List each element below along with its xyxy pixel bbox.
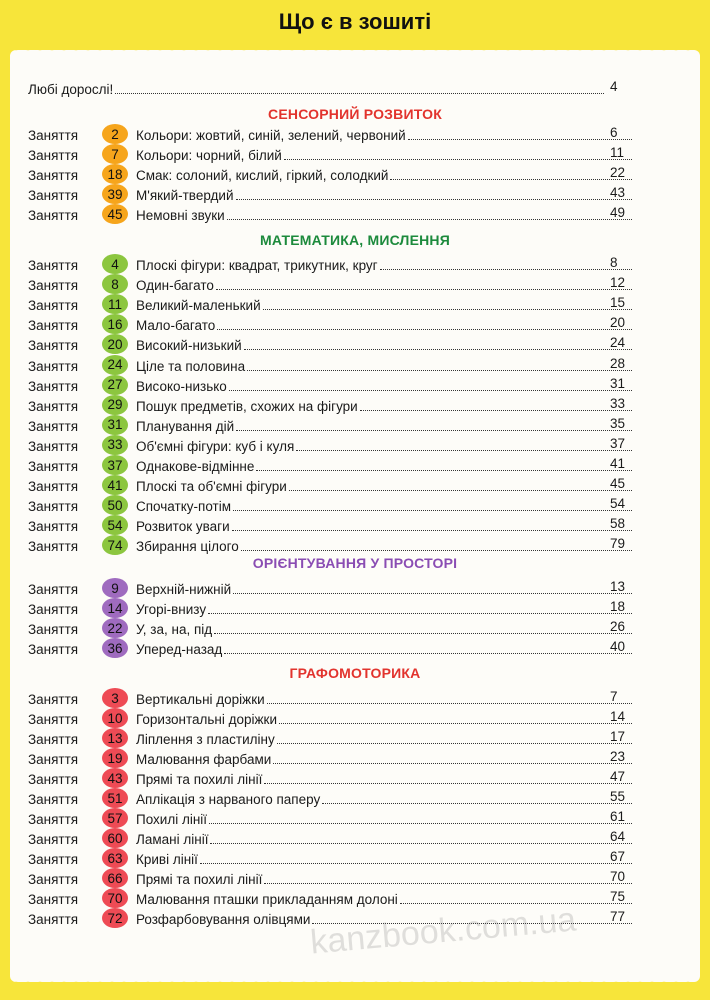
toc-row[interactable]: [28, 355, 636, 375]
intro-row[interactable]: [28, 78, 608, 98]
lesson-label: Заняття: [28, 148, 79, 164]
lesson-number-badge: 13: [102, 728, 128, 748]
intro-page-number: 4: [610, 79, 618, 94]
lesson-label: Заняття: [28, 378, 79, 394]
leader-dots: [217, 328, 632, 330]
lesson-title: Немовні звуки: [136, 208, 225, 224]
toc-row[interactable]: [28, 334, 636, 354]
lesson-title: Малювання пташки прикладанням долоні: [136, 892, 398, 907]
lesson-label: Заняття: [28, 278, 79, 294]
leader-dots: [208, 612, 632, 614]
leader-dots: [210, 842, 632, 844]
leader-dots: [200, 862, 632, 864]
lesson-label: Заняття: [28, 852, 79, 867]
lesson-number-badge: 10: [102, 708, 128, 728]
section-heading: МАТЕМАТИКА, МИСЛЕННЯ: [259, 232, 451, 248]
leader-dots: [232, 529, 632, 531]
lesson-title: Спочатку-потім: [136, 499, 231, 515]
leader-dots: [236, 429, 632, 431]
lesson-label: Заняття: [28, 258, 79, 273]
toc-row[interactable]: [28, 515, 636, 535]
lesson-label: Заняття: [28, 752, 79, 767]
toc-row[interactable]: [28, 184, 636, 204]
page-number: 58: [610, 516, 626, 532]
page-number: 26: [610, 619, 626, 635]
page-number: 79: [610, 536, 626, 552]
lesson-number-badge: 70: [102, 888, 128, 908]
lesson-title: Планування дій: [136, 418, 235, 434]
leader-dots: [264, 882, 632, 884]
lesson-title: Однакове-відмінне: [136, 459, 255, 474]
lesson-number-badge: 37: [102, 455, 128, 475]
lesson-number-badge: 14: [102, 598, 128, 618]
toc-row[interactable]: [28, 495, 636, 515]
lesson-label: Заняття: [28, 418, 79, 434]
page-number: 24: [610, 335, 626, 351]
lesson-label: Заняття: [28, 168, 79, 184]
toc-row[interactable]: [28, 748, 636, 768]
leader-dots: [284, 158, 632, 160]
toc-row[interactable]: [28, 535, 636, 555]
lesson-number-badge: 57: [102, 808, 128, 828]
page-number: 47: [610, 769, 626, 784]
lesson-label: Заняття: [28, 539, 79, 555]
lesson-number-badge: 39: [102, 184, 128, 204]
toc-row[interactable]: [28, 598, 636, 618]
lesson-label: Заняття: [28, 188, 79, 204]
lesson-number-badge: 50: [102, 495, 128, 515]
toc-row[interactable]: [28, 455, 636, 475]
page-number: 31: [610, 375, 626, 391]
scalloped-edge-bottom: [10, 976, 700, 982]
lesson-title: Плоскі фігури: квадрат, трикутник, круг: [136, 258, 378, 273]
lesson-number-badge: 31: [102, 415, 128, 435]
page-number: 12: [610, 275, 626, 291]
lesson-label: Заняття: [28, 338, 79, 354]
page-number: 13: [610, 579, 626, 594]
toc-row[interactable]: [28, 688, 636, 708]
page-number: 33: [610, 395, 626, 411]
page-number: 45: [610, 476, 626, 492]
lesson-number-badge: 7: [102, 144, 128, 164]
lesson-title: Уперед-назад: [136, 642, 223, 658]
page-number: 40: [610, 639, 626, 655]
lesson-number-badge: 72: [102, 908, 128, 928]
lesson-title: Верхній-нижній: [136, 582, 232, 597]
lesson-label: Заняття: [28, 712, 79, 727]
lesson-title: Високо-низько: [136, 378, 227, 394]
leader-dots: [390, 178, 632, 180]
page-number: 20: [610, 315, 626, 331]
lesson-number-badge: 74: [102, 535, 128, 555]
lesson-label: Заняття: [28, 479, 79, 495]
lesson-title: М'який-твердий: [136, 188, 234, 204]
leader-dots: [209, 822, 632, 824]
lesson-label: Заняття: [28, 128, 79, 143]
lesson-title: Смак: солоний, кислий, гіркий, солодкий: [136, 168, 389, 184]
toc-row[interactable]: [28, 254, 636, 274]
page-number: 75: [610, 889, 626, 904]
leader-dots: [214, 632, 632, 634]
page-number: 15: [610, 295, 626, 311]
lesson-number-badge: 36: [102, 638, 128, 658]
page-number: 77: [610, 909, 626, 924]
leader-dots: [256, 469, 632, 471]
page-number: 11: [610, 145, 625, 161]
toc-row[interactable]: [28, 475, 636, 495]
page-number: 7: [610, 689, 618, 704]
lesson-title: Кольори: жовтий, синій, зелений, червоний: [136, 128, 406, 143]
lesson-title: Пошук предметів, схожих на фігури: [136, 398, 358, 414]
toc-row[interactable]: [28, 124, 636, 144]
lesson-number-badge: 43: [102, 768, 128, 788]
toc-row[interactable]: [28, 908, 636, 928]
lesson-label: Заняття: [28, 912, 79, 927]
toc-row[interactable]: [28, 808, 636, 828]
page-number: 6: [610, 125, 618, 140]
lesson-label: Заняття: [28, 358, 79, 374]
leader-dots: [400, 902, 632, 904]
page-number: 17: [610, 729, 626, 744]
lesson-title: Похилі лінії: [136, 812, 208, 827]
page-number: 70: [610, 869, 626, 884]
page-number: 49: [610, 205, 626, 221]
lesson-number-badge: 33: [102, 435, 128, 455]
leader-dots: [273, 762, 632, 764]
leader-dots: [229, 389, 632, 391]
lesson-number-badge: 20: [102, 334, 128, 354]
lesson-label: Заняття: [28, 519, 79, 535]
leader-dots: [247, 369, 632, 371]
leader-dots: [233, 509, 632, 511]
page-number: 55: [610, 789, 626, 804]
contents-page: [10, 50, 700, 982]
lesson-label: Заняття: [28, 692, 79, 707]
leader-dots: [267, 702, 632, 704]
lesson-number-badge: 41: [102, 475, 128, 495]
toc-row[interactable]: [28, 708, 636, 728]
lesson-title: Малювання фарбами: [136, 752, 272, 767]
lesson-title: Збирання цілого: [136, 539, 239, 555]
lesson-title: Горизонтальні доріжки: [136, 712, 277, 727]
watermark: kanzbook.com.ua: [308, 900, 578, 962]
lesson-number-badge: 24: [102, 355, 128, 375]
lesson-label: Заняття: [28, 602, 79, 618]
toc-row[interactable]: [28, 618, 636, 638]
toc-row[interactable]: [28, 204, 636, 224]
toc-row[interactable]: [28, 848, 636, 868]
lesson-number-badge: 29: [102, 395, 128, 415]
lesson-title: Прямі та похилі лінії: [136, 772, 263, 787]
page-number: 61: [610, 809, 626, 824]
leader-dots: [233, 592, 632, 594]
lesson-number-badge: 11: [102, 294, 128, 314]
section-heading: СЕНСОРНИЙ РОЗВИТОК: [268, 106, 442, 122]
lesson-title: Ламані лінії: [136, 832, 209, 847]
leader-dots: [216, 288, 632, 290]
lesson-number-badge: 51: [102, 788, 128, 808]
lesson-label: Заняття: [28, 642, 79, 658]
leader-dots: [241, 549, 632, 551]
lesson-title: У, за, на, під: [136, 622, 213, 638]
page-number: 43: [610, 185, 626, 201]
lesson-number-badge: 18: [102, 164, 128, 184]
page-title: Що є в зошиті: [278, 9, 432, 34]
lesson-title: Високий-низький: [136, 338, 242, 354]
page-number: 41: [610, 456, 626, 471]
toc-row[interactable]: [28, 768, 636, 788]
lesson-number-badge: 45: [102, 204, 128, 224]
leader-dots: [322, 802, 632, 804]
intro-title: Любі дорослі!: [28, 82, 114, 97]
lesson-title: Криві лінії: [136, 852, 198, 867]
lesson-title: Кольори: чорний, білий: [136, 148, 282, 164]
lesson-label: Заняття: [28, 732, 79, 747]
lesson-label: Заняття: [28, 318, 79, 334]
leader-dots: [227, 218, 632, 220]
toc-row[interactable]: [28, 164, 636, 184]
lesson-number-badge: 2: [102, 124, 128, 144]
lesson-label: Заняття: [28, 872, 79, 887]
lesson-number-badge: 16: [102, 314, 128, 334]
section-heading: ГРАФОМОТОРИКА: [289, 665, 421, 681]
page-number: 67: [610, 849, 626, 864]
lesson-label: Заняття: [28, 892, 79, 907]
lesson-title: Вертикальні доріжки: [136, 692, 265, 707]
lesson-number-badge: 9: [102, 578, 128, 598]
toc-row[interactable]: [28, 435, 636, 455]
leader-dots: [408, 138, 632, 140]
lesson-label: Заняття: [28, 582, 79, 597]
toc-row[interactable]: [28, 578, 636, 598]
lesson-number-badge: 4: [102, 254, 128, 274]
leader-dots: [289, 489, 632, 491]
lesson-title: Розфарбовування олівцями: [136, 912, 311, 927]
leader-dots: [296, 449, 632, 451]
scalloped-edge-top: [10, 50, 700, 56]
lesson-label: Заняття: [28, 459, 79, 474]
page-number: 22: [610, 165, 626, 181]
lesson-number-badge: 3: [102, 688, 128, 708]
toc-row[interactable]: [28, 728, 636, 748]
lesson-title: Плоскі та об'ємні фігури: [136, 479, 287, 495]
leader-dots: [224, 652, 632, 654]
lesson-label: Заняття: [28, 298, 79, 314]
leader-dots: [263, 308, 632, 310]
page-number: 37: [610, 435, 626, 451]
lesson-number-badge: 27: [102, 375, 128, 395]
toc-row[interactable]: [28, 888, 636, 908]
lesson-label: Заняття: [28, 832, 79, 847]
lesson-number-badge: 63: [102, 848, 128, 868]
leader-dots: [115, 92, 604, 94]
lesson-number-badge: 19: [102, 748, 128, 768]
leader-dots: [360, 409, 632, 411]
toc-row[interactable]: [28, 314, 636, 334]
page-number: 28: [610, 355, 626, 371]
leader-dots: [236, 198, 633, 200]
header: [0, 0, 710, 44]
leader-dots: [244, 348, 632, 350]
leader-dots: [380, 268, 632, 270]
lesson-label: Заняття: [28, 772, 79, 787]
lesson-title: Розвиток уваги: [136, 519, 230, 535]
lesson-title: Аплікація з нарваного паперу: [136, 792, 321, 807]
lesson-number-badge: 66: [102, 868, 128, 888]
toc-row[interactable]: [28, 274, 636, 294]
toc-row[interactable]: [28, 395, 636, 415]
page-number: 8: [610, 255, 618, 270]
page-number: 14: [610, 709, 626, 724]
page-number: 23: [610, 749, 626, 764]
lesson-number-badge: 54: [102, 515, 128, 535]
leader-dots: [277, 742, 632, 744]
lesson-label: Заняття: [28, 398, 79, 414]
lesson-title: Прямі та похилі лінії: [136, 872, 263, 887]
section-heading: ОРІЄНТУВАННЯ У ПРОСТОРІ: [252, 555, 458, 571]
lesson-title: Об'ємні фігури: куб і куля: [136, 438, 295, 454]
page-number: 18: [610, 599, 626, 615]
leader-dots: [312, 922, 632, 924]
lesson-number-badge: 8: [102, 274, 128, 294]
lesson-label: Заняття: [28, 622, 79, 638]
toc-row[interactable]: [28, 828, 636, 848]
toc-row[interactable]: [28, 788, 636, 808]
toc-row[interactable]: [28, 375, 636, 395]
lesson-number-badge: 22: [102, 618, 128, 638]
lesson-number-badge: 60: [102, 828, 128, 848]
page-number: 64: [610, 829, 626, 844]
toc-row[interactable]: [28, 144, 636, 164]
toc-row[interactable]: [28, 868, 636, 888]
page-number: 35: [610, 415, 626, 431]
page-number: 54: [610, 496, 626, 512]
toc-row[interactable]: [28, 638, 636, 658]
leader-dots: [279, 722, 632, 724]
lesson-label: Заняття: [28, 208, 79, 224]
lesson-label: Заняття: [28, 792, 79, 807]
lesson-title: Ціле та половина: [136, 358, 246, 374]
lesson-title: Один-багато: [136, 278, 214, 294]
lesson-label: Заняття: [28, 499, 79, 515]
lesson-title: Мало-багато: [136, 318, 216, 334]
lesson-label: Заняття: [28, 812, 79, 827]
lesson-title: Угорі-внизу: [136, 602, 207, 618]
lesson-title: Великий-маленький: [136, 298, 261, 314]
toc-row[interactable]: [28, 415, 636, 435]
lesson-label: Заняття: [28, 438, 79, 454]
toc-row[interactable]: [28, 294, 636, 314]
lesson-title: Ліплення з пластиліну: [136, 732, 275, 747]
leader-dots: [264, 782, 632, 784]
